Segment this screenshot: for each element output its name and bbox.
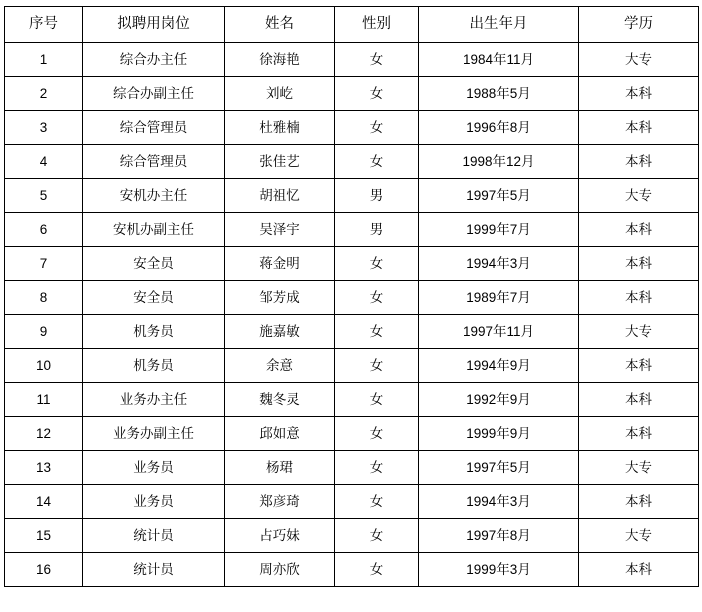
cell-name: 刘屹 [225,77,335,111]
cell-education: 本科 [579,111,699,145]
cell-gender: 女 [335,383,419,417]
column-header-name: 姓名 [225,7,335,43]
cell-education: 本科 [579,247,699,281]
cell-index: 15 [5,519,83,553]
cell-birthdate: 1994年9月 [419,349,579,383]
cell-education: 大专 [579,315,699,349]
cell-birthdate: 1994年3月 [419,247,579,281]
table-row [5,383,699,417]
cell-position: 安机办主任 [83,179,225,213]
cell-index: 12 [5,417,83,451]
cell-education: 大专 [579,179,699,213]
cell-birthdate: 1989年7月 [419,281,579,315]
cell-index: 8 [5,281,83,315]
cell-gender: 女 [335,247,419,281]
table-row [5,553,699,587]
cell-birthdate: 1988年5月 [419,77,579,111]
table-row [5,451,699,485]
table-row [5,179,699,213]
table-row [5,485,699,519]
cell-name: 杜雅楠 [225,111,335,145]
cell-index: 16 [5,553,83,587]
cell-name: 蒋金明 [225,247,335,281]
cell-birthdate: 1999年7月 [419,213,579,247]
cell-education: 大专 [579,519,699,553]
cell-gender: 男 [335,179,419,213]
cell-education: 本科 [579,383,699,417]
cell-index: 3 [5,111,83,145]
cell-index: 7 [5,247,83,281]
cell-gender: 女 [335,315,419,349]
cell-education: 大专 [579,43,699,77]
column-header-index: 序号 [5,7,83,43]
cell-birthdate: 1992年9月 [419,383,579,417]
cell-name: 张佳艺 [225,145,335,179]
cell-index: 10 [5,349,83,383]
cell-gender: 女 [335,43,419,77]
table-row [5,111,699,145]
cell-index: 9 [5,315,83,349]
cell-gender: 女 [335,145,419,179]
cell-education: 本科 [579,553,699,587]
cell-position: 综合办副主任 [83,77,225,111]
cell-name: 胡祖忆 [225,179,335,213]
table-header-row [5,7,699,43]
table-row [5,417,699,451]
cell-gender: 女 [335,553,419,587]
cell-gender: 女 [335,111,419,145]
cell-education: 本科 [579,281,699,315]
cell-gender: 女 [335,451,419,485]
cell-name: 徐海艳 [225,43,335,77]
cell-education: 本科 [579,485,699,519]
table-row [5,213,699,247]
cell-gender: 女 [335,519,419,553]
cell-position: 业务办主任 [83,383,225,417]
table-row [5,77,699,111]
cell-education: 本科 [579,213,699,247]
cell-birthdate: 1997年5月 [419,179,579,213]
table-row [5,519,699,553]
cell-name: 余意 [225,349,335,383]
cell-name: 魏冬灵 [225,383,335,417]
cell-name: 施嘉敏 [225,315,335,349]
cell-position: 安全员 [83,281,225,315]
cell-name: 周亦欣 [225,553,335,587]
cell-index: 13 [5,451,83,485]
cell-position: 统计员 [83,553,225,587]
cell-birthdate: 1999年9月 [419,417,579,451]
cell-position: 业务员 [83,451,225,485]
personnel-roster-table [4,6,699,587]
cell-gender: 男 [335,213,419,247]
column-header-position: 拟聘用岗位 [83,7,225,43]
cell-birthdate: 1997年8月 [419,519,579,553]
cell-index: 11 [5,383,83,417]
cell-name: 邹芳成 [225,281,335,315]
cell-education: 本科 [579,77,699,111]
cell-index: 14 [5,485,83,519]
cell-position: 业务员 [83,485,225,519]
cell-index: 1 [5,43,83,77]
cell-index: 2 [5,77,83,111]
cell-position: 统计员 [83,519,225,553]
cell-position: 机务员 [83,349,225,383]
table-row [5,349,699,383]
cell-name: 郑彦琦 [225,485,335,519]
table-row [5,43,699,77]
cell-position: 综合办主任 [83,43,225,77]
cell-gender: 女 [335,77,419,111]
cell-position: 综合管理员 [83,145,225,179]
cell-name: 杨珺 [225,451,335,485]
column-header-education: 学历 [579,7,699,43]
cell-birthdate: 1997年5月 [419,451,579,485]
table-row [5,247,699,281]
table-row [5,145,699,179]
cell-birthdate: 1996年8月 [419,111,579,145]
cell-education: 本科 [579,417,699,451]
cell-gender: 女 [335,349,419,383]
cell-position: 综合管理员 [83,111,225,145]
cell-name: 邱如意 [225,417,335,451]
cell-birthdate: 1998年12月 [419,145,579,179]
cell-education: 本科 [579,349,699,383]
table-body [5,43,699,587]
cell-position: 安全员 [83,247,225,281]
table-row [5,281,699,315]
cell-index: 5 [5,179,83,213]
cell-position: 机务员 [83,315,225,349]
cell-birthdate: 1994年3月 [419,485,579,519]
table-row [5,315,699,349]
cell-position: 安机办副主任 [83,213,225,247]
table-header [5,7,699,43]
cell-birthdate: 1999年3月 [419,553,579,587]
cell-education: 本科 [579,145,699,179]
cell-gender: 女 [335,281,419,315]
cell-gender: 女 [335,417,419,451]
column-header-birthdate: 出生年月 [419,7,579,43]
column-header-gender: 性别 [335,7,419,43]
cell-birthdate: 1997年11月 [419,315,579,349]
cell-gender: 女 [335,485,419,519]
cell-name: 占巧妹 [225,519,335,553]
cell-position: 业务办副主任 [83,417,225,451]
cell-name: 吴泽宇 [225,213,335,247]
cell-index: 4 [5,145,83,179]
cell-birthdate: 1984年11月 [419,43,579,77]
cell-index: 6 [5,213,83,247]
cell-education: 大专 [579,451,699,485]
